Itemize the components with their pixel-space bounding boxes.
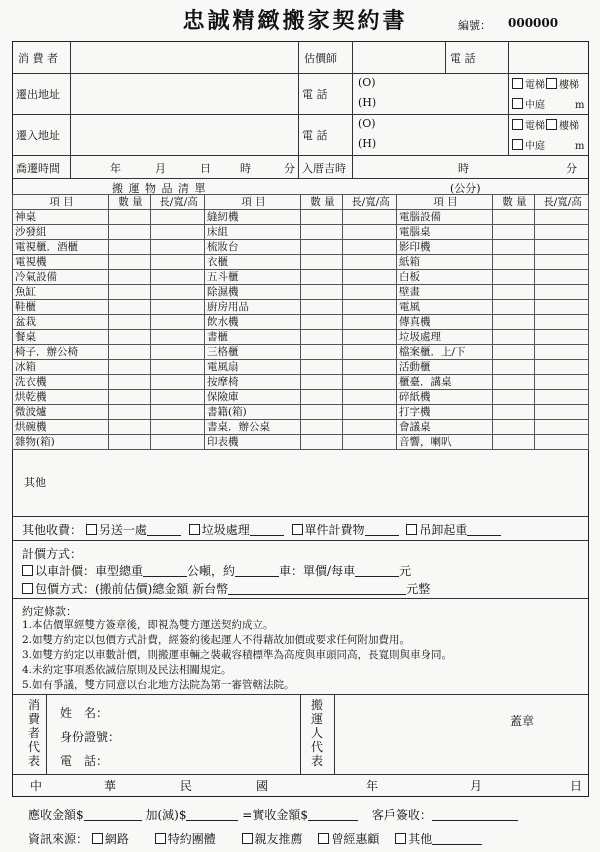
col-qty-header: 數 量 (301, 195, 343, 210)
item-name: 電風 (397, 300, 493, 315)
to-courtyard-checkbox[interactable] (512, 139, 523, 150)
item-name: 書櫃 (205, 330, 301, 345)
item-qty-cell[interactable] (109, 225, 151, 240)
item-qty-cell[interactable] (493, 255, 535, 270)
consumer-rep-label: 消費者代表 (28, 698, 41, 768)
table-row (13, 360, 589, 375)
item-size-cell[interactable] (535, 360, 589, 375)
item-qty-cell[interactable] (109, 240, 151, 255)
table-row (13, 285, 589, 300)
item-size-cell[interactable] (535, 210, 589, 225)
item-size-cell[interactable] (343, 390, 397, 405)
source-group-checkbox[interactable] (155, 833, 166, 844)
item-name: 電腦桌 (397, 225, 493, 240)
item-qty-cell[interactable] (109, 270, 151, 285)
item-name: 烘乾機 (13, 390, 109, 405)
item-size-cell[interactable] (343, 300, 397, 315)
to-stairs-checkbox[interactable] (546, 119, 557, 130)
item-size-cell[interactable] (343, 285, 397, 300)
item-size-cell[interactable] (535, 255, 589, 270)
item-size-cell[interactable] (343, 345, 397, 360)
item-size-cell[interactable] (343, 255, 397, 270)
item-name: 印表機 (205, 435, 301, 450)
item-name: 電視機 (13, 255, 109, 270)
item-name: 活動櫃 (397, 360, 493, 375)
actual-field[interactable] (308, 809, 358, 821)
item-qty-cell[interactable] (301, 420, 343, 435)
item-size-cell[interactable] (535, 270, 589, 285)
item-size-cell[interactable] (151, 375, 205, 390)
to-address-label: 遷入地址 (16, 129, 60, 142)
item-size-cell[interactable] (535, 315, 589, 330)
from-address-label: 遷出地址 (16, 88, 60, 101)
serial-number: 000000 (508, 16, 559, 30)
term-item: 5.如有爭議，雙方同意以台北地方法院為第一審管轄法院。 (22, 679, 295, 691)
item-qty-cell[interactable] (109, 390, 151, 405)
item-size-cell[interactable] (535, 345, 589, 360)
item-qty-cell[interactable] (109, 405, 151, 420)
item-qty-cell[interactable] (109, 210, 151, 225)
item-qty-cell[interactable] (301, 315, 343, 330)
terms-list (22, 618, 452, 693)
customer-label: 消 費 者 (18, 52, 58, 65)
roc-char-3: 民 (180, 779, 193, 793)
item-name: 影印機 (397, 240, 493, 255)
other-notes-field[interactable] (60, 470, 580, 514)
item-name: 微波爐 (13, 405, 109, 420)
item-size-cell[interactable] (535, 390, 589, 405)
consumer-id-label: 身份證號： (60, 730, 121, 744)
table-row (13, 255, 589, 270)
to-phone-o: (O) (358, 117, 376, 130)
item-size-cell[interactable] (151, 420, 205, 435)
receivable-label: 應收金額$ (28, 808, 84, 822)
item-size-cell[interactable] (151, 360, 205, 375)
item-size-cell[interactable] (535, 285, 589, 300)
charge-crane-checkbox[interactable] (406, 524, 417, 535)
receivable-field[interactable] (84, 809, 142, 821)
moving-minute: 分 (284, 162, 295, 175)
term-item: 4.未約定事項悉依誠信原則及民法相關規定。 (22, 664, 232, 676)
roc-day: 日 (570, 779, 583, 793)
item-name: 書籍(箱) (205, 405, 301, 420)
item-qty-cell[interactable] (301, 225, 343, 240)
item-name: 書桌．辦公桌 (205, 420, 301, 435)
other-charges-label: 其他收費： (22, 523, 83, 537)
item-size-cell[interactable] (343, 405, 397, 420)
col-size-header: 長/寬/高 (151, 195, 205, 210)
item-size-cell[interactable] (343, 375, 397, 390)
other-charges: 其他收費： 另送一處 垃圾處理 單件計費物 吊卸起重 (22, 521, 501, 538)
item-qty-cell[interactable] (301, 360, 343, 375)
table-row (13, 375, 589, 390)
item-qty-cell[interactable] (493, 270, 535, 285)
table-row (13, 330, 589, 345)
col-qty-header: 數 量 (493, 195, 535, 210)
item-name: 會議桌 (397, 420, 493, 435)
movein-time-label: 入厝吉時 (302, 162, 346, 175)
serial-label: 編號： (458, 19, 491, 32)
item-name: 廚房用品 (205, 300, 301, 315)
item-qty-cell[interactable] (109, 285, 151, 300)
item-size-cell[interactable] (151, 270, 205, 285)
table-row (13, 270, 589, 285)
item-qty-cell[interactable] (493, 240, 535, 255)
item-qty-cell[interactable] (301, 330, 343, 345)
item-name: 按摩椅 (205, 375, 301, 390)
item-size-cell[interactable] (151, 315, 205, 330)
mover-rep-label: 搬運人代表 (311, 698, 324, 768)
from-phone-o: (O) (358, 76, 376, 89)
moving-year: 年 (110, 162, 121, 175)
item-qty-cell[interactable] (109, 360, 151, 375)
customer-sign-field[interactable] (432, 809, 518, 821)
col-size-header: 長/寬/高 (535, 195, 589, 210)
item-name: 盆栽 (13, 315, 109, 330)
document-title: 忠誠精緻搬家契約書 (182, 8, 408, 34)
roc-char-1: 中 (30, 779, 43, 793)
roc-month: 月 (470, 779, 483, 793)
seal-label: 蓋章 (510, 714, 535, 728)
item-name: 傳真機 (397, 315, 493, 330)
item-qty-cell[interactable] (493, 225, 535, 240)
item-qty-cell[interactable] (301, 345, 343, 360)
from-stairs-checkbox[interactable] (546, 78, 557, 89)
item-size-cell[interactable] (343, 270, 397, 285)
item-qty-cell[interactable] (109, 420, 151, 435)
customer-field[interactable] (72, 43, 296, 71)
item-name: 魚缸 (13, 285, 109, 300)
item-name: 餐桌 (13, 330, 109, 345)
item-name: 保險庫 (205, 390, 301, 405)
source-returning-checkbox[interactable] (318, 833, 329, 844)
to-phone-label: 電 話 (302, 129, 328, 142)
roc-char-4: 國 (256, 779, 269, 793)
from-phone-h: (H) (358, 96, 377, 109)
actual-label: =實收金額$ (242, 808, 308, 822)
item-name: 五斗櫃 (205, 270, 301, 285)
col-item-header: 項 目 (205, 195, 301, 210)
item-qty-cell[interactable] (301, 285, 343, 300)
item-name: 烘碗機 (13, 420, 109, 435)
customer-sign-label: 客戶簽收： (371, 808, 432, 822)
item-size-cell[interactable] (151, 390, 205, 405)
term-item: 2.如雙方約定以包價方式計費，經簽約後起運人不得藉故加價或要求任何附加費用。 (22, 634, 411, 646)
item-size-cell[interactable] (535, 375, 589, 390)
add-sub-label: 加(減)$ (145, 808, 187, 822)
item-qty-cell[interactable] (109, 345, 151, 360)
col-qty-header: 數 量 (109, 195, 151, 210)
item-qty-cell[interactable] (301, 270, 343, 285)
item-name: 椅子．辦公椅 (13, 345, 109, 360)
item-name: 冷氣設備 (13, 270, 109, 285)
item-name: 雜物(箱) (13, 435, 109, 450)
pricing-fixed: 包價方式：(搬前估價)總金額 新台幣 元整 (22, 580, 430, 597)
item-qty-cell[interactable] (493, 375, 535, 390)
item-name: 三格櫃 (205, 345, 301, 360)
item-qty-cell[interactable] (109, 315, 151, 330)
item-size-cell[interactable] (343, 240, 397, 255)
item-qty-cell[interactable] (493, 390, 535, 405)
item-name: 冰箱 (13, 360, 109, 375)
term-item: 1.本估價單經雙方簽章後，即視為雙方運送契約成立。 (22, 619, 274, 631)
item-qty-cell[interactable] (301, 255, 343, 270)
item-qty-cell[interactable] (493, 360, 535, 375)
moving-day: 日 (200, 162, 211, 175)
item-qty-cell[interactable] (493, 330, 535, 345)
moving-hour: 時 (240, 162, 251, 175)
item-size-cell[interactable] (535, 405, 589, 420)
item-name: 檔案櫃．上/下 (397, 345, 493, 360)
to-courtyard-option[interactable]: 中庭 m (512, 137, 584, 152)
item-size-cell[interactable] (343, 360, 397, 375)
item-size-cell[interactable] (343, 420, 397, 435)
item-qty-cell[interactable] (109, 330, 151, 345)
item-size-cell[interactable] (535, 330, 589, 345)
item-size-cell[interactable] (151, 210, 205, 225)
source-label: 資訊來源： (28, 832, 89, 846)
table-row (13, 225, 589, 240)
col-item-header: 項 目 (397, 195, 493, 210)
item-name: 紙箱 (397, 255, 493, 270)
col-item-header: 項 目 (13, 195, 109, 210)
item-qty-cell[interactable] (109, 255, 151, 270)
item-size-cell[interactable] (151, 240, 205, 255)
source-other-checkbox[interactable] (395, 833, 406, 844)
item-size-cell[interactable] (151, 405, 205, 420)
terms-label: 約定條款： (22, 605, 77, 618)
item-size-cell[interactable] (151, 285, 205, 300)
item-size-cell[interactable] (151, 255, 205, 270)
item-name: 碎紙機 (397, 390, 493, 405)
roc-char-2: 華 (104, 779, 117, 793)
movein-hour: 時 (458, 162, 469, 175)
items-table (12, 194, 589, 450)
source-internet-checkbox[interactable] (92, 833, 103, 844)
table-row (13, 345, 589, 360)
item-qty-cell[interactable] (109, 375, 151, 390)
item-name: 梳妝台 (205, 240, 301, 255)
item-name: 洗衣機 (13, 375, 109, 390)
item-qty-cell[interactable] (493, 420, 535, 435)
item-qty-cell[interactable] (301, 210, 343, 225)
item-name: 壁畫 (397, 285, 493, 300)
moving-month: 月 (155, 162, 166, 175)
to-address-field[interactable] (72, 116, 296, 154)
item-qty-cell[interactable] (493, 315, 535, 330)
item-name: 音響，喇叭 (397, 435, 493, 450)
movein-minute: 分 (566, 162, 577, 175)
item-name: 櫃臺．講桌 (397, 375, 493, 390)
col-size-header: 長/寬/高 (343, 195, 397, 210)
item-name: 電腦設備 (397, 210, 493, 225)
footer-amounts (28, 806, 518, 823)
item-name: 電視櫃．酒櫃 (13, 240, 109, 255)
item-name: 白板 (397, 270, 493, 285)
item-size-cell[interactable] (151, 435, 205, 450)
source-referral-checkbox[interactable] (242, 833, 253, 844)
table-row (13, 405, 589, 420)
moving-time-label: 喬遷時間 (16, 162, 60, 175)
table-row (13, 300, 589, 315)
item-name: 除濕機 (205, 285, 301, 300)
item-qty-cell[interactable] (301, 390, 343, 405)
other-label: 其他 (24, 476, 46, 489)
item-size-cell[interactable] (151, 345, 205, 360)
from-courtyard-checkbox[interactable] (512, 98, 523, 109)
charge-single-item-checkbox[interactable] (292, 524, 303, 535)
item-qty-cell[interactable] (493, 300, 535, 315)
from-courtyard-option[interactable]: 中庭 m (512, 96, 584, 111)
item-qty-cell[interactable] (493, 435, 535, 450)
item-name: 床組 (205, 225, 301, 240)
item-name: 垃圾處理 (397, 330, 493, 345)
item-name: 電風扇 (205, 360, 301, 375)
to-phone-h: (H) (358, 137, 377, 150)
list-title: 搬 運 物 品 清 單 (112, 182, 207, 195)
table-row (13, 390, 589, 405)
fixed-price-checkbox[interactable] (22, 583, 33, 594)
table-row (13, 315, 589, 330)
pricing-by-truck: 以車計價：車型總重 公噸，約 車：單價/每車 元 (22, 562, 411, 579)
pricing-label: 計價方式： (22, 547, 83, 561)
item-size-cell[interactable] (343, 210, 397, 225)
item-size-cell[interactable] (343, 330, 397, 345)
charge-garbage-checkbox[interactable] (189, 524, 200, 535)
item-size-cell[interactable] (535, 420, 589, 435)
item-qty-cell[interactable] (301, 240, 343, 255)
item-name: 打字機 (397, 405, 493, 420)
from-elevator-checkbox[interactable] (512, 78, 523, 89)
item-qty-cell[interactable] (109, 435, 151, 450)
item-name: 神桌 (13, 210, 109, 225)
charge-extra-stop-checkbox[interactable] (86, 524, 97, 535)
item-qty-cell[interactable] (301, 435, 343, 450)
item-qty-cell[interactable] (301, 300, 343, 315)
item-qty-cell[interactable] (301, 405, 343, 420)
item-qty-cell[interactable] (493, 285, 535, 300)
item-name: 鞋櫃 (13, 300, 109, 315)
item-qty-cell[interactable] (493, 345, 535, 360)
item-qty-cell[interactable] (109, 300, 151, 315)
item-size-cell[interactable] (535, 300, 589, 315)
item-size-cell[interactable] (151, 300, 205, 315)
item-size-cell[interactable] (151, 225, 205, 240)
to-elevator-checkbox[interactable] (512, 119, 523, 130)
item-size-cell[interactable] (343, 315, 397, 330)
table-row (13, 210, 589, 225)
item-size-cell[interactable] (151, 330, 205, 345)
list-unit: (公分) (450, 182, 481, 195)
consumer-phone-label: 電 話： (60, 754, 109, 768)
consumer-name-label: 姓 名： (60, 706, 109, 720)
item-qty-cell[interactable] (493, 405, 535, 420)
phone-field[interactable] (510, 43, 585, 71)
item-size-cell[interactable] (343, 225, 397, 240)
item-name: 衣櫃 (205, 255, 301, 270)
to-access-options[interactable]: 電梯 樓梯 (512, 117, 579, 132)
from-address-field[interactable] (72, 75, 296, 113)
roc-year: 年 (366, 779, 379, 793)
table-row (13, 420, 589, 435)
item-name: 飲水機 (205, 315, 301, 330)
estimator-field[interactable] (354, 43, 443, 71)
item-size-cell[interactable] (535, 240, 589, 255)
phone-label: 電 話 (450, 52, 476, 65)
add-sub-field[interactable] (186, 809, 238, 821)
item-qty-cell[interactable] (301, 375, 343, 390)
item-size-cell[interactable] (535, 225, 589, 240)
item-qty-cell[interactable] (493, 210, 535, 225)
item-name: 沙發組 (13, 225, 109, 240)
item-name: 縫紉機 (205, 210, 301, 225)
info-source: 資訊來源： 網路 特約團體 親友推薦 曾經惠顧 其他 (28, 830, 482, 847)
table-row (13, 240, 589, 255)
from-access-options[interactable]: 電梯 樓梯 (512, 76, 579, 91)
item-size-cell[interactable] (343, 435, 397, 450)
by-truck-checkbox[interactable] (22, 565, 33, 576)
item-size-cell[interactable] (535, 435, 589, 450)
from-phone-label: 電 話 (302, 88, 328, 101)
table-row (13, 435, 589, 450)
estimator-label: 估價師 (304, 52, 337, 65)
term-item: 3.如雙方約定以車數計價，則搬運車輛之裝載容積標準為高度與車頭同高，長寬則與車身同。 (22, 649, 453, 661)
